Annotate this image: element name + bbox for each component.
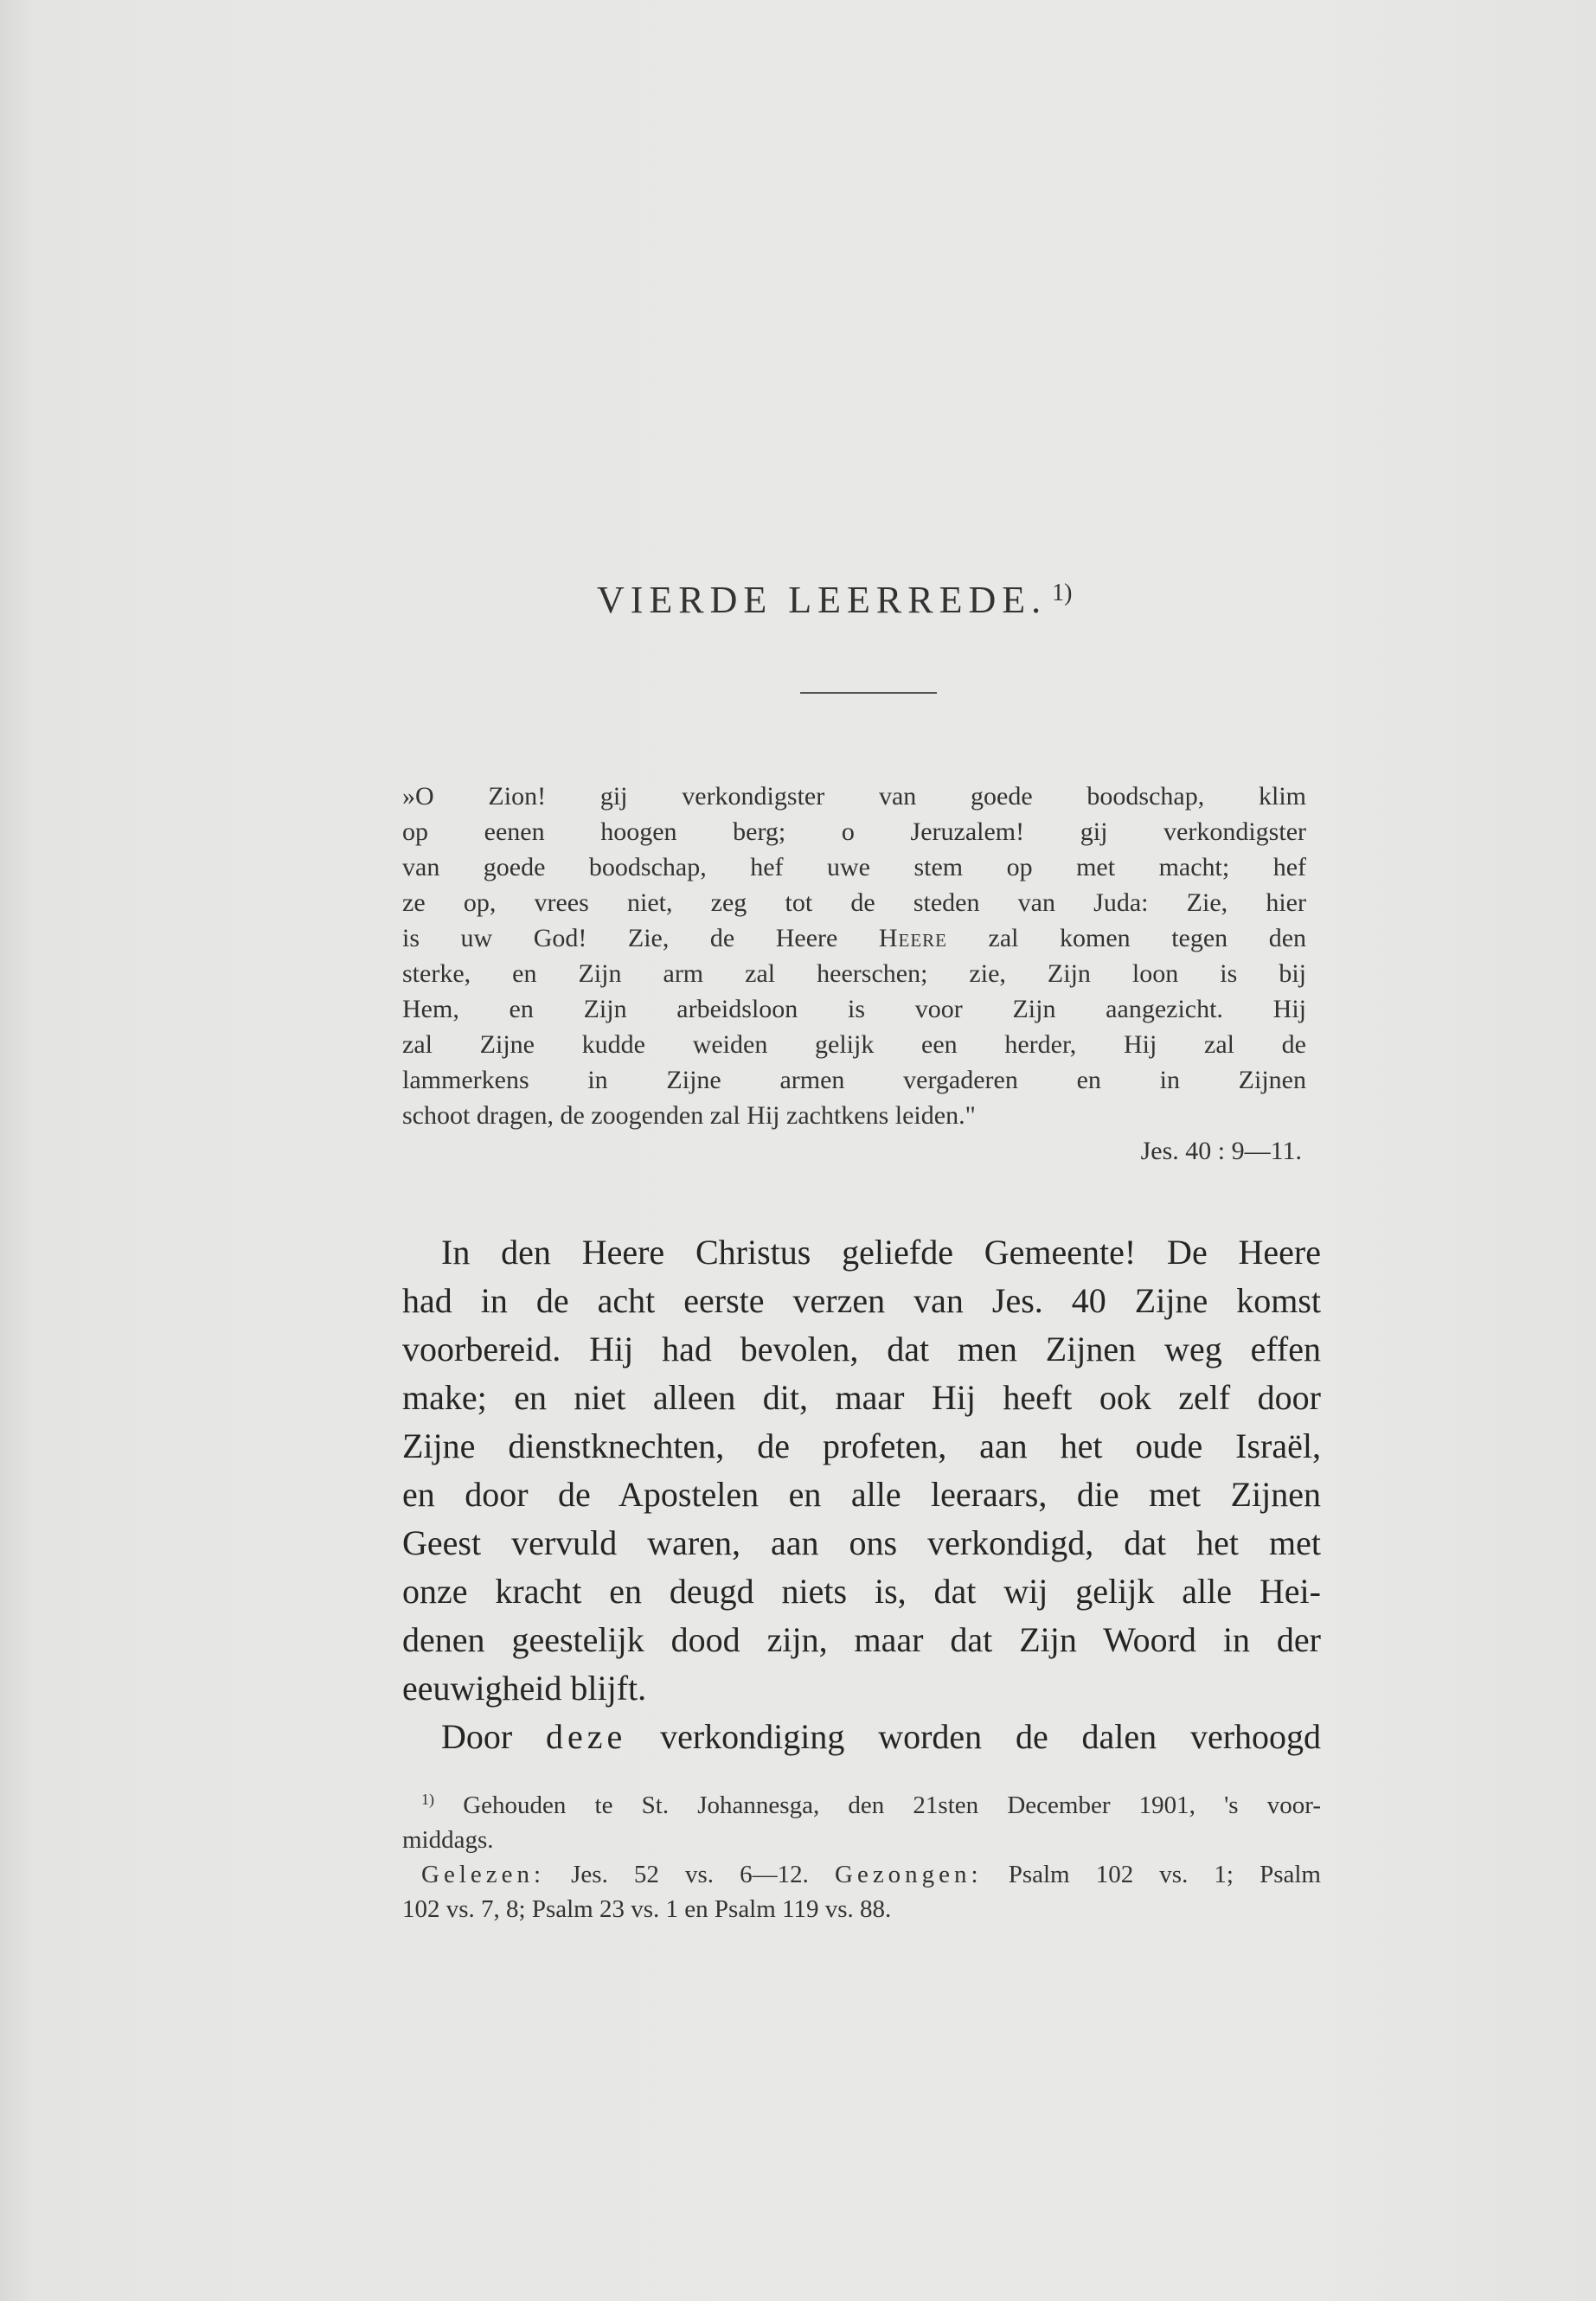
footnote-read-text: Jes. 52 vs. 6—12. (571, 1861, 809, 1888)
motto-line: »O Zion! gij verkondigster van goede boodschap, klim (402, 782, 1306, 811)
body-line: Zijne dienstknechten, de profeten, aan het oude Israël, (402, 1426, 1321, 1465)
motto-line-part: zal komen tegen den (988, 924, 1307, 952)
footnote-line (402, 1857, 1321, 1892)
footnote-mark: 1) (421, 1791, 434, 1808)
body-line: en door de Apostelen en alle leeraars, die met Zijnen (402, 1475, 1321, 1514)
footnote-sung-text: Psalm 102 vs. 1; Psalm (1008, 1861, 1321, 1888)
body-line: onze kracht en deugd niets is, dat wij gelijk alle Hei- (402, 1572, 1321, 1611)
footnote-line: 102 vs. 7, 8; Psalm 23 vs. 1 en Psalm 119 vs. 88. (402, 1895, 892, 1923)
body-line: make; en niet alleen dit, maar Hij heeft ook zelf door (402, 1378, 1321, 1417)
footnotes (402, 1782, 1321, 1926)
heading-title: VIERDE LEERREDE. (597, 579, 1048, 621)
scripture-motto (402, 779, 1306, 1169)
motto-line-part: is uw God! Zie, de Heere (402, 924, 838, 952)
body-line (402, 1713, 1321, 1761)
motto-line: schoot dragen, de zoogenden zal Hij zachtkens leiden." (402, 1101, 976, 1130)
footnote-sung-label: Gezongen: (835, 1861, 983, 1888)
body-line-part: Door (441, 1717, 513, 1756)
heading-footnote-mark: 1) (1052, 580, 1073, 606)
sermon-heading (597, 578, 1073, 622)
footnote-text: Gehouden te St. Johannesga, den 21sten December 1901, 's voor- (463, 1791, 1322, 1819)
motto-line: lammerkens in Zijne armen vergaderen en in Zijnen (402, 1066, 1306, 1094)
footnote-read-label: Gelezen: (421, 1861, 546, 1888)
motto-line: sterke, en Zijn arm zal heerschen; zie, Zijn loon is bij (402, 959, 1306, 988)
body-line: Geest vervuld waren, aan ons verkondigd, dat het met (402, 1523, 1321, 1562)
motto-line (402, 920, 1306, 956)
heading-divider (800, 692, 937, 694)
motto-smallcaps-word: Heere (878, 924, 948, 952)
motto-line: ze op, vrees niet, zeg tot de steden van Juda: Zie, hier (402, 888, 1306, 917)
body-line: had in de acht eerste verzen van Jes. 40 Zijne komst (402, 1281, 1321, 1320)
body-line: In den Heere Christus geliefde Gemeente! De Heere (441, 1233, 1321, 1272)
motto-line: zal Zijne kudde weiden gelijk een herder, Hij zal de (402, 1030, 1306, 1059)
motto-line: van goede boodschap, hef uwe stem op met macht; hef (402, 853, 1306, 881)
sermon-body (402, 1228, 1321, 1761)
body-line: eeuwigheid blijft. (402, 1669, 647, 1708)
body-line: voorbereid. Hij had bevolen, dat men Zijnen weg effen (402, 1330, 1321, 1368)
body-line: denen geestelijk dood zijn, maar dat Zijn Woord in der (402, 1620, 1321, 1659)
motto-reference: Jes. 40 : 9—11. (1140, 1137, 1302, 1165)
motto-line: op eenen hoogen berg; o Jeruzalem! gij verkondigster (402, 817, 1306, 846)
motto-line: Hem, en Zijn arbeidsloon is voor Zijn aangezicht. Hij (402, 995, 1306, 1023)
footnote-line: middags. (402, 1826, 494, 1854)
footnote-line (402, 1782, 1321, 1823)
body-line-part: verkondiging worden de dalen verhoogd (660, 1717, 1322, 1756)
body-spaced-word: deze (546, 1717, 627, 1756)
